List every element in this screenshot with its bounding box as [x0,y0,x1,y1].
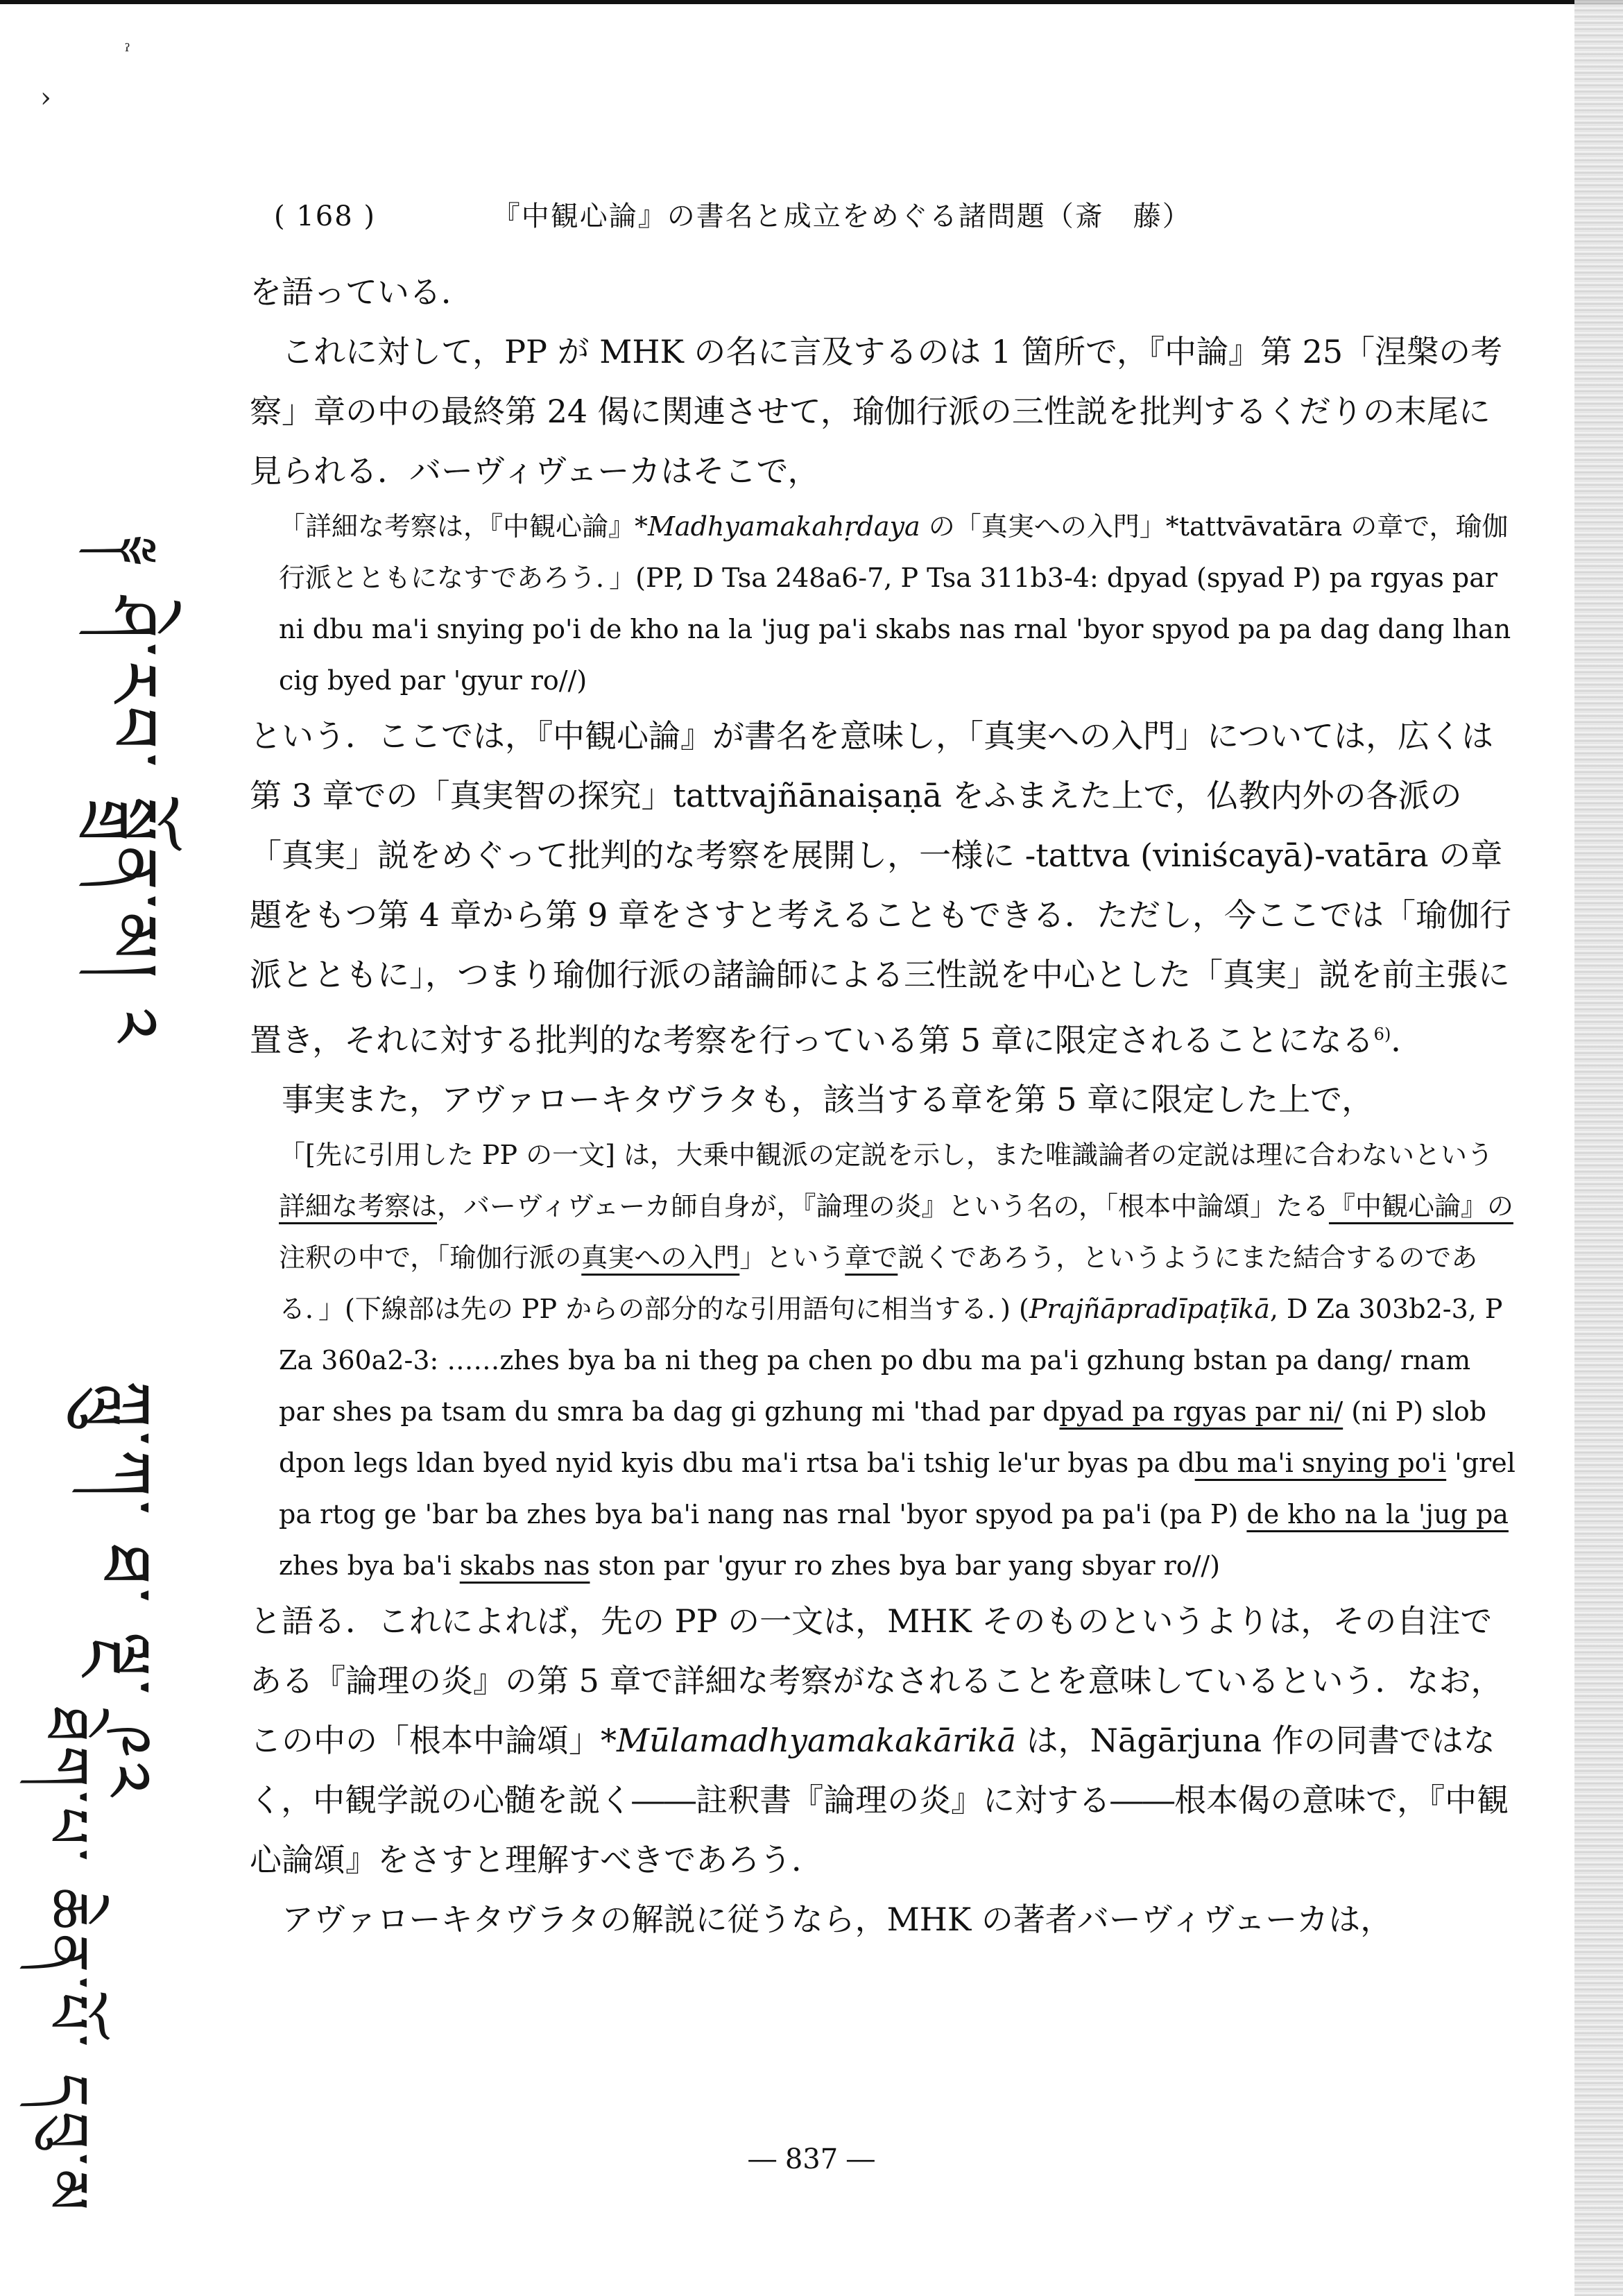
paragraph-5-title: *Mūlamadhyamakakārikā [601,1722,1017,1760]
paragraph-5-text-c: は，Nāgārjuna 作の同書ではなく，中観学説の心髄を説く――註釈書『論理の炎』に対する――根本偈の意味で，『中観心論頌』をさすと理解すべきであろう． [250,1722,1509,1879]
q2-underlined: bu ma'i snying po'i [1194,1448,1447,1479]
q2-segment: 」という [739,1242,845,1274]
handwritten-annotation-1: ༈ ཤེ་རབ་ སྒྲོན་མ། ༢ [94,534,172,1047]
scan-right-edge [1574,0,1623,2296]
header-page-number: ( 168 ) [274,200,376,232]
paragraph-5-text-a: と語る．これによれば，先の PP の一文は，MHK そのものというよりは，その自注である『論理の炎』の第 5 章で詳細な考察がなされることを意味しているという．なお，この中の「根本中論頌」 [250,1602,1503,1760]
q2-underlined: 章で [845,1242,898,1274]
scan-speck: › [40,82,51,114]
paragraph-5 [250,1591,1519,1890]
q2-source-title: Prajñāpradīpaṭīkā [1029,1294,1270,1325]
paragraph-1: を語っている． [250,273,473,311]
header-title: 『中観心論』の書名と成立をめぐる諸問題（斎 藤） [492,200,1192,232]
running-header [274,194,1192,234]
paragraph-3 [250,706,1519,1070]
paragraph-3-text: という．ここでは，『中観心論』が書名を意味し，「真実への入門」については，広くは第 3 章での「真実智の探究」tattvajñānaiṣaṇā をふまえた上で，仏教内外の各派の「真実」説をめぐって批判的な考察を展開し，一様に -tattva (viniścayā)-vatāra の章題をもつ第 4 章から第 9 章をさすと考えることもできる．ただし，今ここでは「瑜伽行派とともに」，つまり瑜伽行派の諸論師による三性説を中心とした「真実」説を前主張に置き，それに対する批判的な考察を行っている第 5 章に限定されることになる [250,717,1512,1059]
q2-segment: ston par 'gyur ro zhes bya bar yang sbyar ro//) [590,1550,1221,1582]
quote-1-title: *Madhyamakahṛdaya [635,511,920,542]
quote-1-text-c: の「真実への入門」*tattvāvatāra の章で，瑜伽行派とともになすであろう．」(PP, D Tsa 248a6-7, P Tsa 311b3-4: dpyad (spyad P) pa rgyas par ni dbu ma'i snying po'i de kho na la 'jug pa'i skabs nas rnal 'byor spyod pa pa dag dang lhan cig byed par 'gyur ro//) [279,511,1511,696]
handwritten-annotation-2: ཀླུ་ཀ་ ཐ་ ལྔ་ ༩༢ [87,1380,165,1801]
q2-underlined: pyad pa rgyas par ni/ [1059,1396,1343,1428]
paragraph-2: これに対して，PP が MHK の名に言及するのは 1 箇所で，『中論』第 25「涅槃の考察」章の中の最終第 24 偈に関連させて，瑜伽行派の三性説を批判するくだりの末尾に見られる．バーヴィヴェーカはそこで， [250,333,1503,490]
block-quote-2 [279,1129,1519,1591]
handwritten-annotation-3: ཐེག་པ་ ཆེན་པོ་ དབུ་མ [33,1706,101,2215]
q2-segment: 'grel pa rtog ge 'bar ba zhes bya ba'i nang nas rnal 'byor spyod pa pa'i (pa P) [279,1448,1515,1530]
q2-segment: (ni P) slob dpon legs ldan byed nyid kyis dbu ma'i rtsa ba'i tshig le'ur byas pa d [279,1396,1487,1479]
q2-segment: ，バーヴィヴェーカ師自身が，『論理の炎』という名の，「根本中論頌」たる [437,1191,1329,1222]
paragraph-6: アヴァローキタヴラタの解説に従うなら，MHK の著者バーヴィヴェーカは， [282,1901,1393,1939]
paragraph-3-end: ． [1391,1021,1423,1059]
scan-top-border [0,0,1623,4]
footnote-ref-6: 6) [1373,1025,1391,1044]
scan-speck-top: ˀ [125,40,130,63]
main-text [250,262,1519,1949]
q2-underlined: de kho na la 'jug pa [1246,1499,1509,1530]
paragraph-4: 事実また，アヴァローキタヴラタも，該当する章を第 5 章に限定した上で， [282,1081,1374,1119]
page-footer-number: ― 837 ― [748,2143,875,2175]
q2-segment: 注釈の中で，「瑜伽行派の [279,1242,582,1274]
q2-underlined: 真実への入門 [581,1242,740,1274]
q2-segment: 説くであろう，というようにまた結合するのである．」(下線部は先の PP からの部分的な引用語句に相当する．) ( [279,1242,1478,1325]
q2-segment: 「[先に引用した PP の一文] は，大乗中観派の定説を示し，また唯識論者の定説は理に合わないという [279,1140,1494,1171]
q2-underlined: 詳細な考察は [279,1191,438,1222]
q2-segment: zhes bya ba'i [279,1550,460,1582]
quote-1-text-a: 「詳細な考察は，『中観心論』 [279,511,635,542]
q2-underlined: 『中観心論』の [1328,1191,1513,1222]
q2-segment: , D Za 303b2-3, P Za 360a2-3: ……zhes bya ba ni theg pa chen po dbu ma pa'i gzhung bstan pa dang/ rnam par shes pa tsam du smra ba dag gi gzhung mi 'thad par d [279,1294,1503,1428]
q2-underlined: skabs nas [459,1550,590,1582]
block-quote-1 [279,501,1519,706]
